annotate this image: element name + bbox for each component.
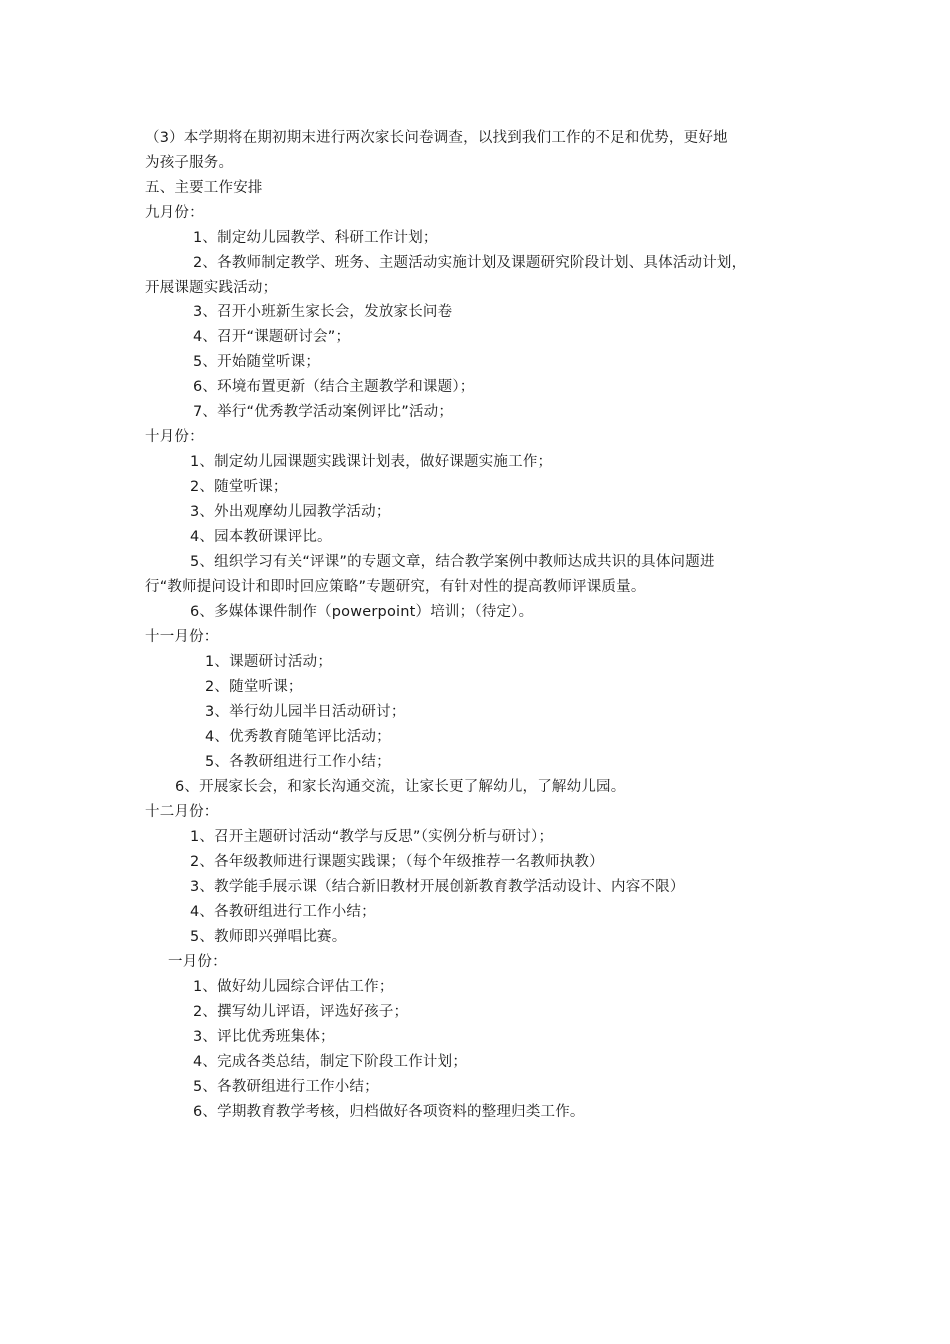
october-heading: 十月份： [145, 429, 204, 445]
september-item-6: 6、环境布置更新（结合主题教学和课题）； [193, 379, 475, 395]
intro-line-2: 为孩子服务。 [145, 155, 234, 171]
section-heading: 五、主要工作安排 [145, 180, 263, 196]
october-item-1: 1、制定幼儿园课题实践课计划表，做好课题实施工作； [190, 454, 553, 470]
october-item-2: 2、随堂听课； [190, 479, 288, 495]
november-item-1: 1、课题研讨活动； [205, 654, 333, 670]
september-heading: 九月份： [145, 205, 204, 221]
september-item-3: 3、召开小班新生家长会，发放家长问卷 [193, 304, 453, 320]
january-item-4: 4、完成各类总结，制定下阶段工作计划； [193, 1054, 468, 1070]
december-item-2: 2、各年级教师进行课题实践课；（每个年级推荐一名教师执教） [190, 854, 604, 870]
january-item-5: 5、各教研组进行工作小结； [193, 1079, 379, 1095]
october-item-5-cont: 行“教师提问设计和即时回应策略”专题研究，有针对性的提高教师评课质量。 [145, 579, 646, 595]
december-item-3: 3、教学能手展示课（结合新旧教材开展创新教育教学活动设计、内容不限） [190, 879, 685, 895]
october-item-6: 6、多媒体课件制作（powerpoint）培训；（待定）。 [190, 604, 534, 620]
november-item-5: 5、各教研组进行工作小结； [205, 754, 391, 770]
december-item-5: 5、教师即兴弹唱比赛。 [190, 929, 347, 945]
intro-line-1: （3）本学期将在期初期末进行两次家长问卷调查，以找到我们工作的不足和优势，更好地 [145, 130, 728, 146]
october-item-4: 4、园本教研课评比。 [190, 529, 332, 545]
december-item-4: 4、各教研组进行工作小结； [190, 904, 376, 920]
september-item-4: 4、召开“课题研讨会”； [193, 329, 351, 345]
january-item-6: 6、学期教育教学考核，归档做好各项资料的整理归类工作。 [193, 1104, 585, 1120]
january-item-2: 2、撰写幼儿评语，评选好孩子； [193, 1004, 409, 1020]
september-item-7: 7、举行“优秀教学活动案例评比”活动； [193, 404, 454, 420]
october-item-5: 5、组织学习有关“评课”的专题文章，结合教学案例中教师达成共识的具体问题进 [190, 554, 715, 570]
september-item-2: 2、各教师制定教学、班务、主题活动实施计划及课题研究阶段计划、具体活动计划， [193, 255, 747, 271]
january-item-1: 1、做好幼儿园综合评估工作； [193, 979, 394, 995]
november-item-2: 2、随堂听课； [205, 679, 303, 695]
september-item-2-cont: 开展课题实践活动； [145, 280, 278, 296]
november-item-4: 4、优秀教育随笔评比活动； [205, 729, 391, 745]
january-heading: 一月份： [168, 954, 227, 970]
october-item-3: 3、外出观摩幼儿园教学活动； [190, 504, 391, 520]
december-item-1: 1、召开主题研讨活动“教学与反思”（实例分析与研讨）； [190, 829, 554, 845]
november-heading: 十一月份： [145, 629, 219, 645]
september-item-1: 1、制定幼儿园教学、科研工作计划； [193, 230, 438, 246]
december-heading: 十二月份： [145, 804, 219, 820]
january-item-3: 3、评比优秀班集体； [193, 1029, 335, 1045]
september-item-5: 5、开始随堂听课； [193, 354, 321, 370]
november-item-6: 6、开展家长会，和家长沟通交流，让家长更了解幼儿，了解幼儿园。 [175, 779, 626, 795]
november-item-3: 3、举行幼儿园半日活动研讨； [205, 704, 406, 720]
